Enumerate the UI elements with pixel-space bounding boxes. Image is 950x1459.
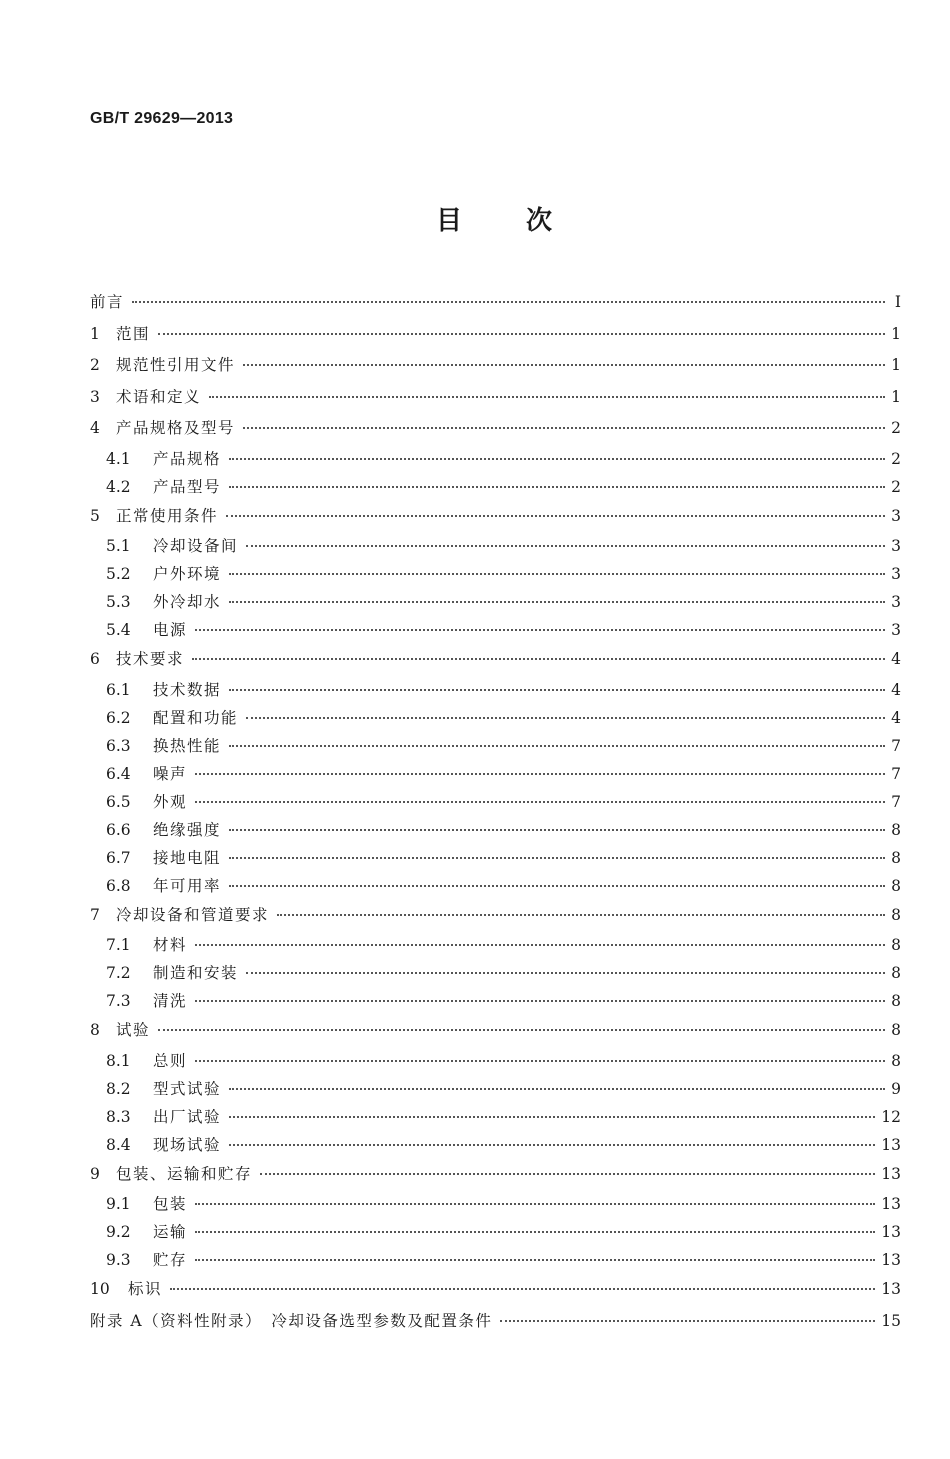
toc-leader-dots xyxy=(229,573,885,575)
toc-entry-number: 9.1 xyxy=(106,1195,131,1213)
toc-entry[interactable] xyxy=(90,588,901,616)
toc-entry-page: 8 xyxy=(891,936,901,954)
toc-entry-number: 3 xyxy=(90,387,100,406)
toc-entry-page: 8 xyxy=(891,848,901,867)
toc-entry[interactable] xyxy=(90,1306,901,1338)
toc-entry-label: 包装 xyxy=(153,1195,188,1213)
page-title-char-1: 目 xyxy=(435,206,464,236)
toc-entry-number: 7.2 xyxy=(106,964,131,982)
toc-entry-number: 5 xyxy=(90,506,100,525)
toc-entry-page: 2 xyxy=(891,419,901,437)
toc-entry-page: 1 xyxy=(891,387,901,406)
toc-leader-dots xyxy=(229,1144,875,1146)
toc-leader-dots xyxy=(195,1231,875,1233)
toc-entry-page: 9 xyxy=(891,1079,901,1098)
toc-entry[interactable] xyxy=(90,1015,901,1047)
toc-entry[interactable] xyxy=(90,1159,901,1191)
toc-entry[interactable] xyxy=(90,287,901,319)
toc-entry-page: 2 xyxy=(891,449,901,468)
toc-entry-page: 8 xyxy=(891,820,901,839)
toc-entry-page: 3 xyxy=(891,621,901,639)
toc-entry-page: 15 xyxy=(881,1311,901,1330)
toc-entry-label: 正常使用条件 xyxy=(116,506,219,525)
toc-entry[interactable] xyxy=(90,676,901,704)
toc-entry[interactable] xyxy=(90,1047,901,1075)
toc-entry-label: 型式试验 xyxy=(153,1079,222,1098)
toc-leader-dots xyxy=(195,1203,875,1205)
toc-entry[interactable] xyxy=(90,844,901,872)
toc-entry-number: 7.1 xyxy=(106,936,131,954)
toc-entry-label: 产品型号 xyxy=(153,477,222,496)
toc-leader-dots xyxy=(158,333,885,335)
toc-entry-label: 范围 xyxy=(116,324,151,343)
toc-entry-label: 产品规格及型号 xyxy=(116,419,236,437)
toc-entry-label: 技术要求 xyxy=(116,650,185,668)
toc-entry[interactable] xyxy=(90,900,901,932)
toc-entry[interactable] xyxy=(90,350,901,382)
toc-leader-dots xyxy=(229,1116,875,1118)
toc-leader-dots xyxy=(195,1259,875,1261)
toc-entry[interactable] xyxy=(90,1246,901,1274)
page-title xyxy=(0,200,950,237)
toc-entry[interactable] xyxy=(90,501,901,533)
toc-entry-number: 10 xyxy=(90,1280,110,1298)
toc-entry-page: 8 xyxy=(891,876,901,895)
toc-entry-label: 附录 A（资料性附录） 冷却设备选型参数及配置条件 xyxy=(90,1311,493,1330)
toc-entry[interactable] xyxy=(90,816,901,844)
toc-entry-page: 7 xyxy=(891,764,901,783)
toc-leader-dots xyxy=(158,1029,885,1031)
toc-entry[interactable] xyxy=(90,1218,901,1246)
toc-entry[interactable] xyxy=(90,532,901,560)
toc-leader-dots xyxy=(195,773,885,775)
toc-entry-page: 3 xyxy=(891,506,901,525)
toc-entry[interactable] xyxy=(90,931,901,959)
toc-entry[interactable] xyxy=(90,319,901,351)
toc-entry-page: 1 xyxy=(891,324,901,343)
toc-entry-number: 8.2 xyxy=(106,1079,131,1098)
toc-entry-label: 冷却设备和管道要求 xyxy=(116,905,270,924)
toc-entry-page: 13 xyxy=(881,1280,901,1298)
toc-entry-page: 13 xyxy=(881,1251,901,1269)
toc-entry-page: 13 xyxy=(881,1195,901,1213)
toc-entry-label: 试验 xyxy=(116,1021,151,1039)
toc-entry-number: 8.3 xyxy=(106,1107,131,1126)
toc-entry-number: 6.6 xyxy=(106,820,131,839)
toc-entry-number: 6.3 xyxy=(106,736,131,755)
toc-entry-number: 6.5 xyxy=(106,792,131,811)
toc-entry-number: 7.3 xyxy=(106,992,131,1010)
toc-entry-number: 6.7 xyxy=(106,848,131,867)
toc-entry-label: 出厂试验 xyxy=(153,1107,222,1126)
toc-entry-number: 4.1 xyxy=(106,449,131,468)
page-title-char-2: 次 xyxy=(526,206,555,236)
toc-leader-dots xyxy=(195,1000,885,1002)
toc-leader-dots xyxy=(500,1320,875,1322)
toc-entry[interactable] xyxy=(90,1103,901,1131)
toc-entry[interactable] xyxy=(90,872,901,900)
toc-entry-label: 外观 xyxy=(153,792,188,811)
toc-entry-label: 制造和安装 xyxy=(153,964,239,982)
toc-leader-dots xyxy=(229,458,885,460)
toc-entry-number: 5.4 xyxy=(106,621,131,639)
toc-entry-label: 冷却设备间 xyxy=(153,537,239,555)
toc-entry-number: 9 xyxy=(90,1164,100,1183)
toc-entry-label: 电源 xyxy=(153,621,188,639)
toc-entry-number: 6.4 xyxy=(106,764,131,783)
toc-entry-label: 规范性引用文件 xyxy=(116,356,236,374)
toc-entry-label: 标识 xyxy=(128,1280,163,1298)
toc-leader-dots xyxy=(226,515,885,517)
toc-entry[interactable] xyxy=(90,1274,901,1306)
toc-entry-number: 8.1 xyxy=(106,1051,131,1070)
toc-entry-page: 7 xyxy=(891,792,901,811)
toc-entry-label: 前言 xyxy=(90,293,125,311)
toc-entry-page: 4 xyxy=(891,708,901,727)
toc-entry-page: 13 xyxy=(881,1164,901,1183)
toc-entry[interactable] xyxy=(90,1190,901,1218)
toc-leader-dots xyxy=(243,364,885,366)
toc-leader-dots xyxy=(195,629,885,631)
toc-entry-label: 运输 xyxy=(153,1223,188,1241)
toc-entry-page: 12 xyxy=(881,1107,901,1126)
toc-entry-number: 9.3 xyxy=(106,1251,131,1269)
toc-leader-dots xyxy=(229,601,885,603)
toc-leader-dots xyxy=(229,857,885,859)
toc-entry-number: 6.1 xyxy=(106,680,131,699)
toc-entry-label: 年可用率 xyxy=(153,876,222,895)
toc-entry-label: 产品规格 xyxy=(153,449,222,468)
toc-leader-dots xyxy=(195,1060,885,1062)
toc-entry[interactable] xyxy=(90,704,901,732)
toc-entry-label: 外冷却水 xyxy=(153,593,222,611)
toc-entry[interactable] xyxy=(90,473,901,501)
toc-entry-number: 6 xyxy=(90,650,100,668)
toc-entry-page: 13 xyxy=(881,1223,901,1241)
toc-entry-label: 绝缘强度 xyxy=(153,820,222,839)
toc-entry-number: 5.3 xyxy=(106,593,131,611)
toc-leader-dots xyxy=(229,689,885,691)
toc-leader-dots xyxy=(229,745,885,747)
toc-entry-page: 3 xyxy=(891,537,901,555)
toc-entry-number: 2 xyxy=(90,356,100,374)
toc-entry-page: 8 xyxy=(891,964,901,982)
toc-entry-number: 6.8 xyxy=(106,876,131,895)
toc-entry-label: 清洗 xyxy=(153,992,188,1010)
toc-entry-page: 4 xyxy=(891,650,901,668)
toc-entry-number: 1 xyxy=(90,324,100,343)
toc-leader-dots xyxy=(243,427,885,429)
standard-code: GB/T 29629—2013 xyxy=(90,110,234,127)
toc-leader-dots xyxy=(246,717,885,719)
toc-entry-page: 8 xyxy=(891,1051,901,1070)
toc-entry-label: 现场试验 xyxy=(153,1135,222,1154)
toc-entry-page: 4 xyxy=(891,680,901,699)
toc-entry-number: 7 xyxy=(90,905,100,924)
toc-entry[interactable] xyxy=(90,1075,901,1103)
toc-entry-label: 户外环境 xyxy=(153,565,222,583)
toc-entry-page: 13 xyxy=(881,1135,901,1154)
toc-leader-dots xyxy=(209,396,885,398)
toc-entry-label: 贮存 xyxy=(153,1251,188,1269)
toc-entry[interactable] xyxy=(90,959,901,987)
toc-entry[interactable] xyxy=(90,382,901,414)
toc-entry-number: 5.1 xyxy=(106,537,131,555)
toc-leader-dots xyxy=(195,801,885,803)
toc-leader-dots xyxy=(229,1088,885,1090)
toc-leader-dots xyxy=(246,545,885,547)
toc-entry[interactable] xyxy=(90,616,901,644)
toc-entry-page: Ⅰ xyxy=(894,293,901,311)
toc-leader-dots xyxy=(229,829,885,831)
toc-entry[interactable] xyxy=(90,732,901,760)
toc-leader-dots xyxy=(192,658,885,660)
toc-entry[interactable] xyxy=(90,445,901,473)
toc-entry-number: 8.4 xyxy=(106,1135,131,1154)
toc-entry[interactable] xyxy=(90,560,901,588)
toc-entry-page: 3 xyxy=(891,593,901,611)
toc-entry-page: 8 xyxy=(891,905,901,924)
toc-entry[interactable] xyxy=(90,1131,901,1159)
toc-entry-number: 4 xyxy=(90,419,100,437)
toc-entry-number: 4.2 xyxy=(106,477,131,496)
toc-leader-dots xyxy=(229,486,885,488)
toc-entry-label: 术语和定义 xyxy=(116,387,202,406)
toc-entry-label: 配置和功能 xyxy=(153,708,239,727)
toc-entry[interactable] xyxy=(90,413,901,445)
toc-entry-label: 噪声 xyxy=(153,764,188,783)
toc-entry-page: 3 xyxy=(891,565,901,583)
toc-leader-dots xyxy=(229,885,885,887)
toc-entry-page: 2 xyxy=(891,477,901,496)
toc-entry-page: 1 xyxy=(891,356,901,374)
toc-entry[interactable] xyxy=(90,760,901,788)
toc-entry[interactable] xyxy=(90,987,901,1015)
toc-entry-label: 总则 xyxy=(153,1051,188,1070)
toc-entry-page: 8 xyxy=(891,992,901,1010)
toc-entry[interactable] xyxy=(90,644,901,676)
toc-entry-label: 技术数据 xyxy=(153,680,222,699)
toc-leader-dots xyxy=(277,914,885,916)
toc-entry-label: 接地电阻 xyxy=(153,848,222,867)
toc-entry-number: 6.2 xyxy=(106,708,131,727)
toc-leader-dots xyxy=(132,301,885,303)
toc-leader-dots xyxy=(170,1288,875,1290)
toc-leader-dots xyxy=(260,1173,875,1175)
toc-entry-label: 材料 xyxy=(153,936,188,954)
toc-entry-label: 换热性能 xyxy=(153,736,222,755)
toc-leader-dots xyxy=(195,944,885,946)
toc-entry-number: 9.2 xyxy=(106,1223,131,1241)
toc-entry[interactable] xyxy=(90,788,901,816)
toc-entry-page: 7 xyxy=(891,736,901,755)
toc-entry-number: 8 xyxy=(90,1021,100,1039)
toc-entry-page: 8 xyxy=(891,1021,901,1039)
toc-entry-label: 包装、运输和贮存 xyxy=(116,1164,253,1183)
table-of-contents xyxy=(90,287,901,1337)
toc-leader-dots xyxy=(246,972,885,974)
toc-entry-number: 5.2 xyxy=(106,565,131,583)
